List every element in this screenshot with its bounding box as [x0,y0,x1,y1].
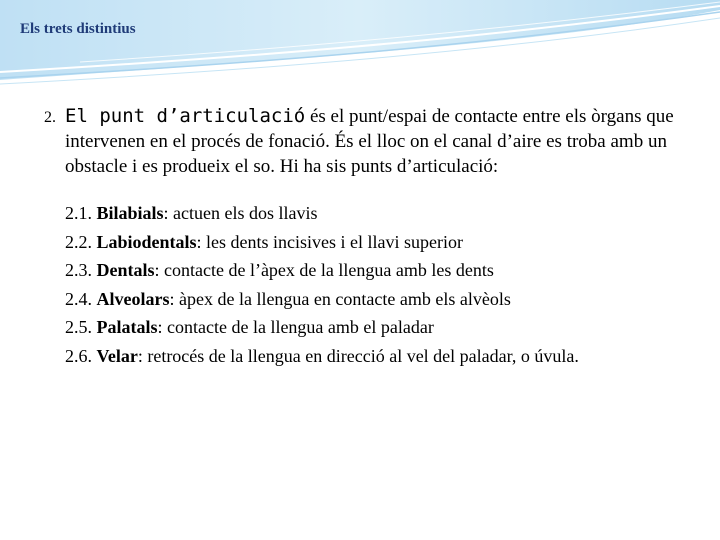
item-desc: : contacte de l’àpex de la llengua amb les dents [154,260,494,281]
header-wave-graphic [0,0,720,90]
slide-body [44,104,684,371]
item-term: Alveolars [96,288,170,309]
item-number: 2.5. [65,317,92,338]
header-decoration [0,0,720,90]
item-term: Bilabials [96,203,164,223]
intro-number: 2. [44,109,56,126]
slide-title: Els trets distintius [20,21,136,37]
item-term: Dentals [96,260,155,281]
list-item [65,313,684,342]
item-number: 2.3. [65,260,92,281]
item-term: Labiodentals [96,231,197,252]
item-number: 2.4. [65,288,92,309]
list-item [65,256,684,285]
intro-paragraph [44,104,684,179]
item-number: 2.2. [65,231,92,252]
item-desc: : les dents incisives i el llavi superior [196,231,463,252]
item-number: 2.6. [65,345,92,366]
intro-term: El punt d’articulació [65,105,306,127]
item-desc: : actuen els dos llavis [163,203,318,223]
item-desc: : àpex de la llengua en contacte amb els alvèols [169,288,511,309]
list-item [65,342,684,371]
item-term: Palatals [96,317,158,338]
item-desc: : retrocés de la llengua en direcció al vel del paladar, o úvula. [137,345,579,366]
intro-text: és el punt/espai de contacte entre els òrgans que intervenen en el procés de fonació. És el lloc on el canal d’aire es troba amb un obstacle i es produeix el so. Hi ha sis punts d’articulació: [65,106,674,177]
header-band-shape [0,0,720,80]
item-desc: : contacte de la llengua amb el paladar [157,317,434,338]
list-item [65,228,684,257]
item-number: 2.1. [65,203,92,223]
list-item [65,285,684,314]
articulation-list [44,199,684,371]
list-item [65,199,684,228]
item-term: Velar [96,345,138,366]
